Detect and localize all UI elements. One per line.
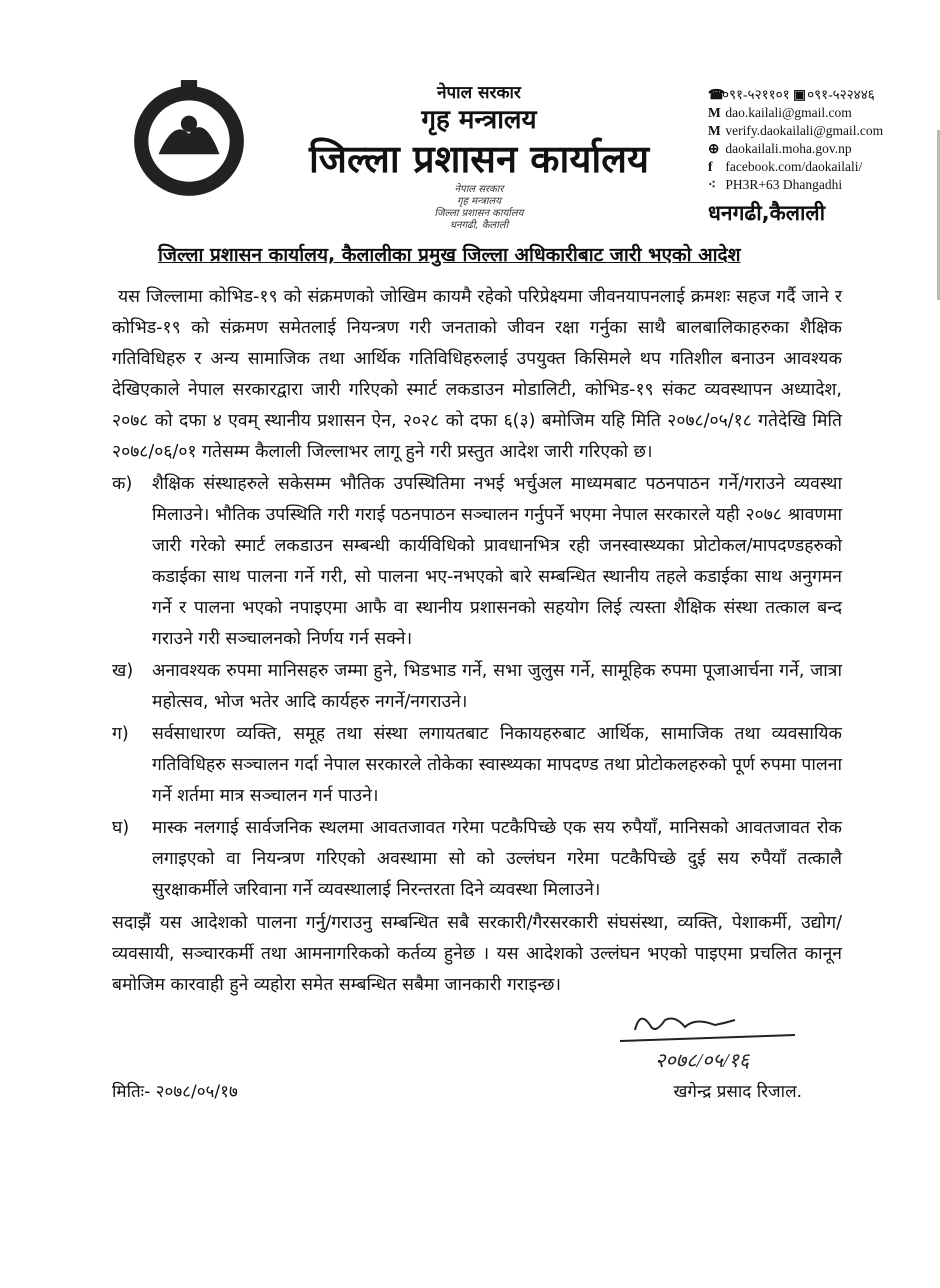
item-label: घ)	[112, 818, 130, 838]
document-footer	[112, 1005, 842, 1105]
email-line	[708, 104, 940, 122]
globe-icon: ⊕	[708, 141, 720, 156]
phone-icon: ☎	[708, 87, 725, 102]
item-label: ख)	[112, 661, 134, 681]
location-line	[708, 176, 940, 194]
stamp-line: नेपाल सरकार	[454, 184, 504, 195]
email-line	[708, 122, 940, 140]
fax: ०९१-५२२४४६	[807, 87, 875, 102]
stamp-line: गृह मन्त्रालय	[456, 196, 502, 207]
phone: ०९१-५२११०१	[722, 87, 790, 102]
stamp-line: जिल्ला प्रशासन कार्यालय	[434, 208, 524, 219]
issue-date: मितिः- २०७८/०५/१७	[112, 1082, 238, 1102]
item-label: ग)	[112, 724, 129, 744]
email: dao.kailali@gmail.com	[725, 105, 852, 120]
item-text: शैक्षिक संस्थाहरुले सकेसम्म भौतिक उपस्थितिमा नभई भर्चुअल माध्यमबाट पठनपाठन गर्ने/गराउने व्यवस्था मिलाउने। भौतिक उपस्थिति गरी गराई पठनपाठन सञ्चालन गर्नुपर्ने भएमा नेपाल सरकारले यही २०७८ श्रावणमा जारी गरेको स्मार्ट लकडाउन सम्बन्धी कार्यविधिको प्रावधानभित्र रही जनस्वास्थ्यका प्रोटोकल/मापदण्डहरुको कडाईका साथ पालना गर्ने गरी, सो पालना भए-नभएको बारे सम्बन्धित स्थानीय तहले कडाईका साथ अनुगमन गर्ने र पालना भएको नपाइएमा आफै वा स्थानीय प्रशासनको सहयोग लिई त्यस्ता शैक्षिक संस्था तत्काल बन्द गराउने गरी सञ्चालनको निर्णय गर्न सक्ने।	[152, 474, 842, 649]
signatory-name: खगेन्द्र प्रसाद रिजाल.	[673, 1082, 802, 1102]
signature-date: २०७८/०५/१६	[655, 1050, 750, 1072]
mail-icon: M	[708, 105, 721, 120]
ministry-name: गृह मन्त्रालय	[421, 105, 537, 135]
phone-line	[708, 86, 940, 104]
item-text: अनावश्यक रुपमा मानिसहरु जम्मा हुने, भिडभाड गर्ने, सभा जुलुस गर्ने, सामूहिक रुपमा पूजाआर्चना गर्ने, जात्रा महोत्सव, भोज भतेर आदि कार्यहरु नगर्ने/नगराउने।	[152, 661, 842, 712]
facebook: facebook.com/daokailali/	[725, 159, 863, 174]
letterhead-contact-block	[708, 78, 940, 226]
facebook-line	[708, 158, 940, 176]
location-icon: ⁖	[708, 177, 716, 192]
order-item	[112, 469, 842, 655]
item-text: सर्वसाधारण व्यक्ति, समूह तथा संस्था लगायतबाट निकायहरुबाट आर्थिक, सामाजिक तथा व्यवसायिक गतिविधिहरु सञ्चालन गर्दा नेपाल सरकारले तोकेका स्वास्थ्यका मापदण्ड तथा प्रोटोकलहरुको पूर्ण रुपमा पालना गर्ने शर्तमा मात्र सञ्चालन गर्न पाउने।	[152, 724, 842, 806]
government-name: नेपाल सरकार	[437, 83, 521, 103]
fax-icon: ▣	[793, 87, 806, 102]
mail-icon: M	[708, 123, 721, 138]
letterhead	[0, 0, 940, 232]
item-text: मास्क नलगाई सार्वजनिक स्थलमा आवतजावत गरेमा पटकैपिच्छे एक सय रुपैयाँ, मानिसको आवतजावत रोक लगाइएको वा नियन्त्रण गरिएको अवस्थामा सो को उल्लंघन गरेमा पटकैपिच्छे दुई सय रुपैयाँ तत्कालै सुरक्षाकर्मीले जरिवाना गर्ने व्यवस्थालाई निरन्तरता दिने व्यवस्था मिलाउने।	[152, 818, 842, 900]
city: धनगढी,कैलाली	[708, 201, 826, 225]
closing-paragraph: सदाझैं यस आदेशको पालना गर्नु/गराउनु सम्बन्धित सबै सरकारी/गैरसरकारी संघसंस्था, व्यक्ति, पेशाकर्मी, उद्योग/व्यवसायी, सञ्चारकर्मी तथा आमनागरिकको कर्तव्य हुनेछ । यस आदेशको उल्लंघन भएको पाइएमा प्रचलित कानून बमोजिम कारवाही हुने व्यहोरा समेत सम्बन्धित सबैमा जानकारी गराइन्छ।	[112, 913, 842, 995]
handwritten-signature	[615, 1005, 815, 1075]
footer-row	[112, 1079, 842, 1105]
office-stamp	[435, 184, 524, 232]
order-item	[112, 656, 842, 718]
contact-info	[708, 86, 940, 194]
intro-paragraph: यस जिल्लामा कोभिड-१९ को संक्रमणको जोखिम कायमै रहेको परिप्रेक्ष्यमा जीवनयापनलाई क्रमशः सहज गर्दै जाने र कोभिड-१९ को संक्रमण समेतलाई नियन्त्रण गरी जनताको जीवन रक्षा गर्नुका साथै बालबालिकाहरुका शैक्षिक गतिविधिहरु र अन्य सामाजिक तथा आर्थिक गतिविधिहरुलाई उपयुक्त किसिमले थप गतिशील बनाउन आवश्यक देखिएकाले नेपाल सरकारद्वारा जारी गरिएको स्मार्ट लकडाउन मोडालिटी, कोभिड-१९ संकट व्यवस्थापन अध्यादेश, २०७८ को दफा ४ एवम् स्थानीय प्रशासन ऐन, २०२८ को दफा ६(३) बमोजिम यहि मिति २०७८/०५/१८ गतेदेखि मिति २०७८/०६/०१ गतेसम्म कैलाली जिल्लाभर लागू हुने गरी प्रस्तुत आदेश जारी गरिएको छ।	[112, 287, 842, 462]
order-item	[112, 719, 842, 812]
facebook-icon: f	[708, 159, 713, 174]
item-label: क)	[112, 474, 133, 494]
nepal-emblem-logo	[128, 78, 250, 200]
office-name: जिल्ला प्रशासन कार्यालय	[308, 137, 650, 181]
stamp-line: धनगढी, कैलाली	[449, 220, 509, 231]
email: verify.daokailali@gmail.com	[725, 123, 884, 138]
website-line	[708, 140, 940, 158]
website: daokailali.moha.gov.np	[725, 141, 852, 156]
letterhead-title-block	[250, 78, 708, 232]
plus-code: PH3R+63 Dhangadhi	[725, 177, 843, 192]
order-item	[112, 813, 842, 906]
document-heading: जिल्ला प्रशासन कार्यालय, कैलालीका प्रमुख जिल्ला अधिकारीबाट जारी भएको आदेश	[158, 244, 741, 266]
document-body	[112, 282, 842, 1001]
